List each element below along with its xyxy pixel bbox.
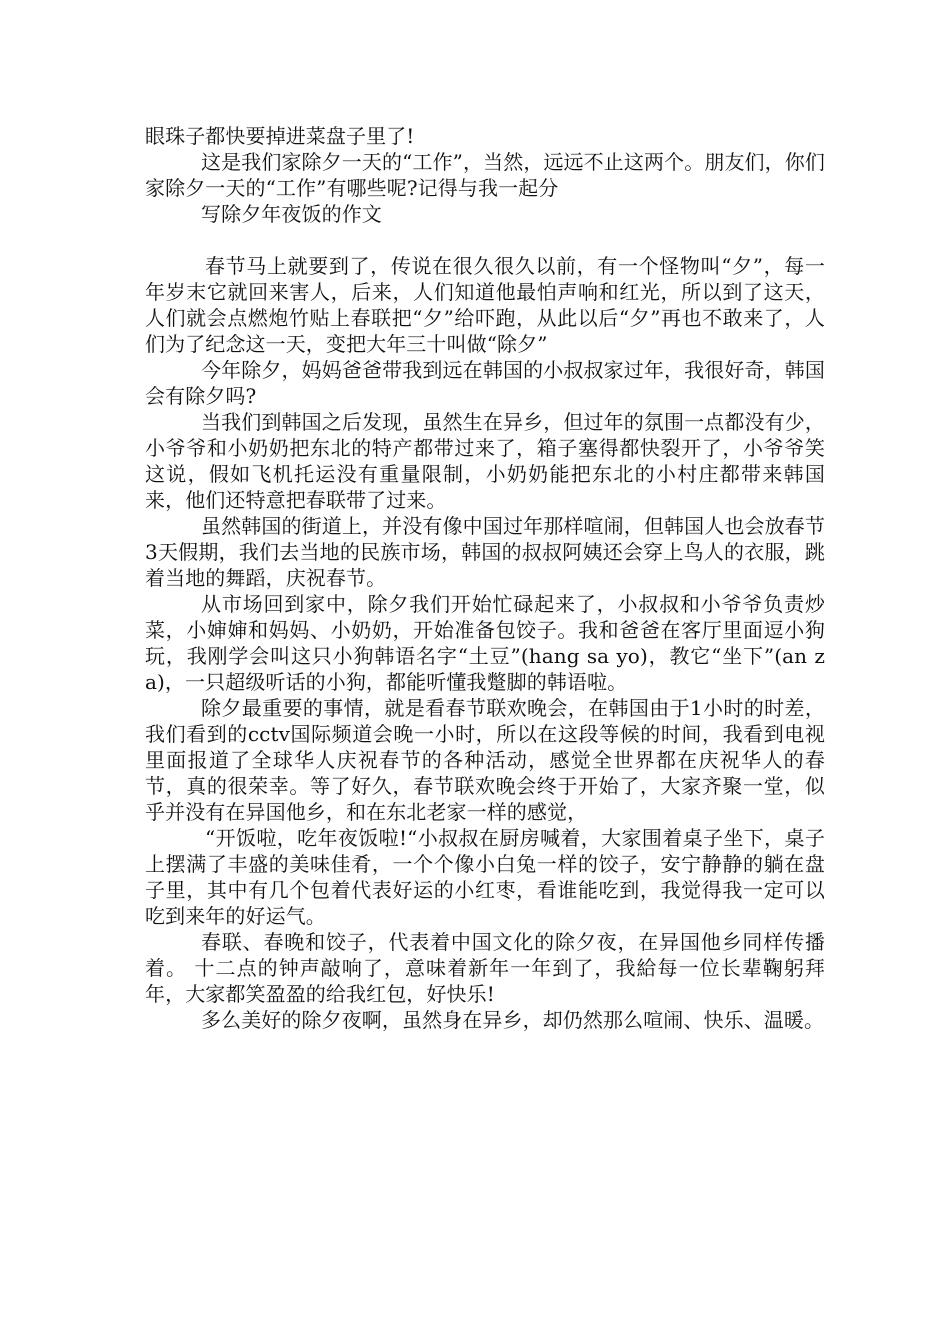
paragraph: 春联、春晚和饺子，代表着中国文化的除夕夜，在异国他乡同样传播着。 十二点的钟声敲响了，意味着新年一年到了，我給每一位长辈鞠躬拜年，大家都笑盈盈的给我红包，好快乐! — [145, 930, 825, 1006]
paragraph: 多么美好的除夕夜啊，虽然身在异乡，却仍然那么喧闹、快乐、温暖。 — [201, 1008, 825, 1032]
paragraph: 虽然韩国的街道上，并没有像中国过年那样喧闹，但韩国人也会放春节3天假期，我们去当地的民族市场，韩国的叔叔阿姨还会穿上鸟人的衣服，跳着当地的舞蹈，庆祝春节。 — [145, 514, 825, 590]
document-body — [145, 123, 825, 1033]
paragraph: 今年除夕，妈妈爸爸带我到远在韩国的小叔叔家过年，我很好奇，韩国会有除夕吗? — [145, 358, 825, 408]
paragraph: 春节马上就要到了，传说在很久很久以前，有一个怪物叫“夕”，每一年岁末它就回来害人，后来，人们知道他最怕声响和红光，所以到了这天，人们就会点燃炮竹贴上春联把“夕”给吓跑，从此以后“夕”再也不敢来了，人们为了纪念这一天，变把大年三十叫做“除夕” — [145, 254, 825, 356]
paragraph: “开饭啦，吃年夜饭啦!“小叔叔在厨房喊着，大家围着桌子坐下，桌子上摆满了丰盛的美味佳肴，一个个像小白兔一样的饺子，安宁静静的躺在盘子里，其中有几个包着代表好运的小红枣，看谁能吃到，我觉得我一定可以吃到来年的好运气。 — [145, 826, 825, 928]
paragraph: 除夕最重要的事情，就是看春节联欢晚会，在韩国由于1小时的时差，我们看到的cctv国际频道会晚一小时，所以在这段等候的时间，我看到电视里面报道了全球华人庆祝春节的各种活动，感觉全世界都在庆祝华人的春节，真的很荣幸。等了好久，春节联欢晚会终于开始了，大家齐聚一堂，似乎并没有在异国他乡，和在东北老家一样的感觉， — [145, 696, 825, 824]
paragraph: 这是我们家除夕一天的“工作”，当然，远远不止这两个。朋友们，你们家除夕一天的“工作”有哪些呢?记得与我一起分 — [145, 150, 825, 200]
paragraph-continuation: 眼珠子都快要掉进菜盘子里了! — [145, 124, 415, 148]
paragraph: 从市场回到家中，除夕我们开始忙碌起来了，小叔叔和小爷爷负责炒菜，小婶婶和妈妈、小奶奶，开始准备包饺子。我和爸爸在客厅里面逗小狗玩，我刚学会叫这只小狗韩语名字“土豆”(hang sa yo)，教它“坐下”(an za)，一只超级听话的小狗，都能听懂我蹩脚的韩语啦。 — [145, 592, 825, 694]
blank-line — [145, 227, 825, 253]
paragraph: 当我们到韩国之后发现，虽然生在异乡，但过年的氛围一点都没有少，小爷爷和小奶奶把东北的特产都带过来了，箱子塞得都快裂开了，小爷爷笑这说，假如飞机托运没有重量限制，小奶奶能把东北的小村庄都带来韩国来，他们还特意把春联带了过来。 — [145, 410, 825, 512]
essay-title: 写除夕年夜饭的作文 — [201, 202, 382, 226]
